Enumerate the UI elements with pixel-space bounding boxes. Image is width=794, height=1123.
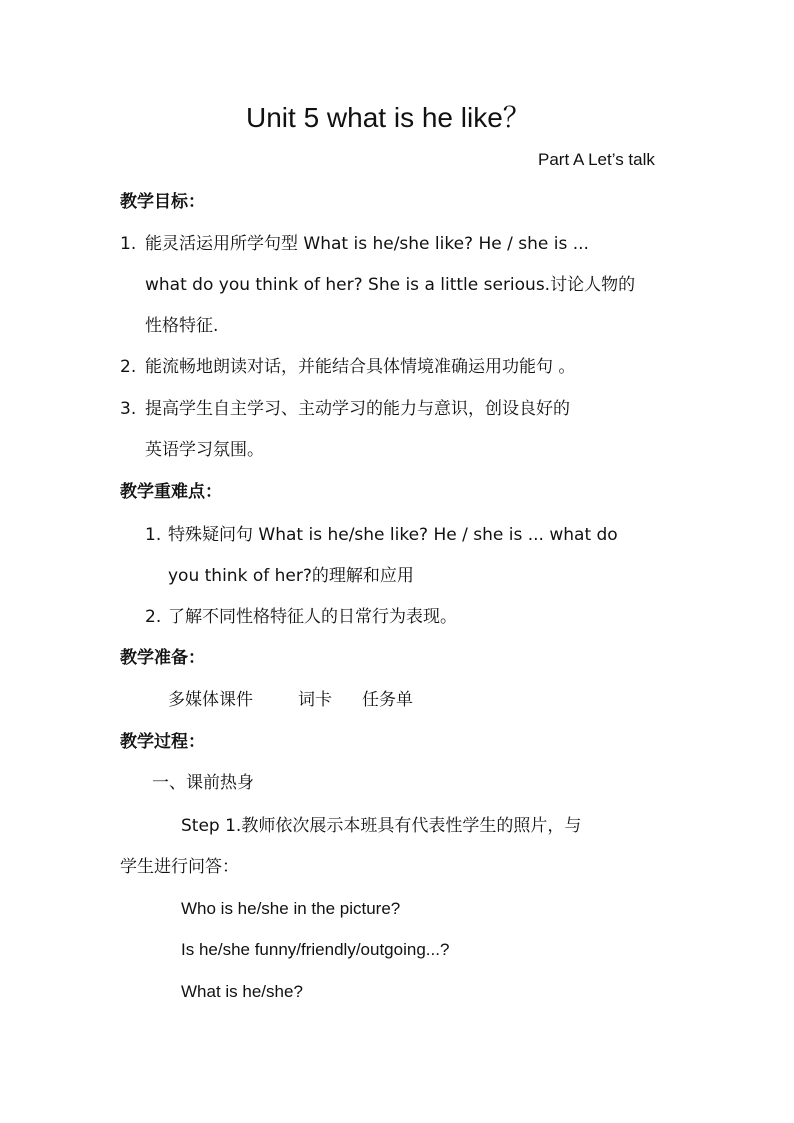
objective-text-line: 能流畅地朗读对话，并能结合具体情境准确运用功能句 。: [145, 357, 576, 377]
process-section-title: 一、课前热身: [152, 773, 254, 793]
process-question: Is he/she funny/friendly/outgoing...?: [181, 940, 450, 959]
objective-text-line: 性格特征.: [145, 316, 219, 336]
objectives-heading: 教学目标：: [120, 192, 205, 212]
process-step-line: 学生进行问答：: [120, 857, 239, 877]
process-heading: 教学过程：: [120, 732, 205, 752]
process-step-line: Step 1.教师依次展示本班具有代表性学生的照片，与: [181, 816, 582, 836]
key-point-text-line: 了解不同性格特征人的日常行为表现。: [168, 607, 457, 627]
key-points-heading: 教学重难点：: [120, 482, 222, 502]
objective-number: 2.: [120, 357, 137, 377]
key-point-number: 1.: [145, 525, 162, 545]
objective-text-line: 能灵活运用所学句型 What is he/she like? He / she is ...: [145, 234, 589, 254]
objective-text-line: 英语学习氛围。: [145, 440, 264, 460]
key-point-text-line: you think of her?的理解和应用: [168, 566, 414, 586]
objective-number: 1.: [120, 234, 137, 254]
preparation-item: 词卡: [298, 690, 332, 710]
preparation-item: 多媒体课件: [168, 690, 253, 710]
key-point-text-line: 特殊疑问句 What is he/she like? He / she is ... what do: [168, 525, 618, 545]
objective-text-line: what do you think of her? She is a little serious.讨论人物的: [145, 275, 636, 295]
process-question: Who is he/she in the picture?: [181, 899, 401, 918]
key-point-number: 2.: [145, 607, 162, 627]
process-question: What is he/she?: [181, 982, 303, 1001]
objective-text-line: 提高学生自主学习、主动学习的能力与意识，创设良好的: [145, 399, 570, 419]
document-title: Unit 5 what is he like？: [246, 102, 531, 133]
document-subtitle: Part A Let’s talk: [538, 150, 655, 169]
objective-number: 3.: [120, 399, 137, 419]
preparation-heading: 教学准备：: [120, 648, 205, 668]
preparation-item: 任务单: [362, 690, 413, 710]
